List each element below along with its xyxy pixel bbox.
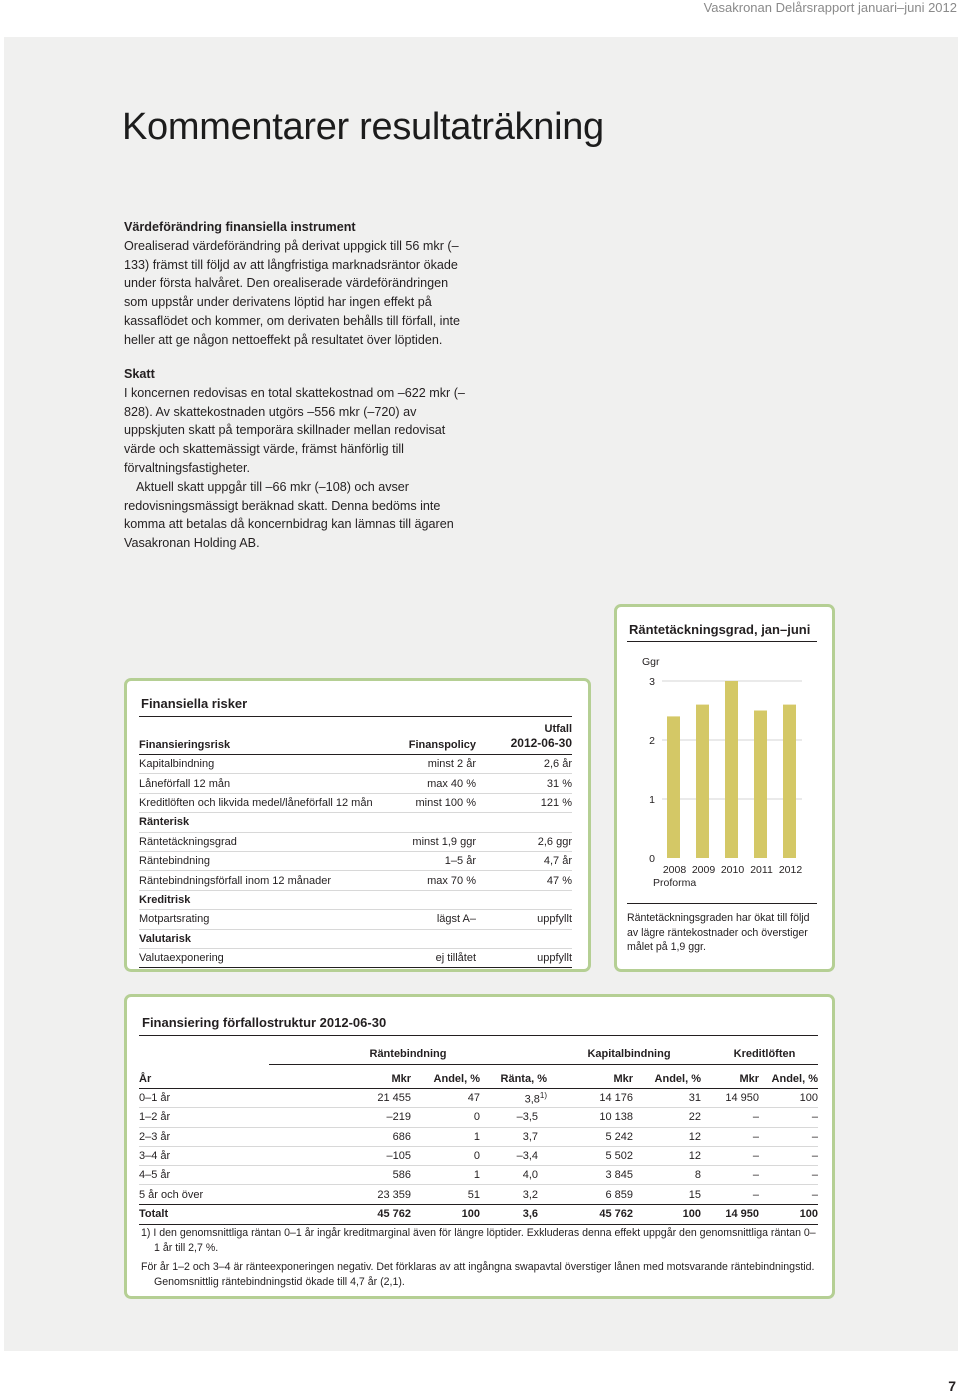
financial-risks-box bbox=[124, 678, 591, 972]
risk-cell-outcome: 4,7 år bbox=[476, 851, 572, 870]
x-tick-label: 2012 bbox=[778, 864, 803, 876]
col-header-policy: Finanspolicy bbox=[376, 721, 476, 755]
cell-rb-ranta: –3,4 bbox=[480, 1146, 547, 1165]
cell-rb-ranta: 4,0 bbox=[480, 1166, 547, 1185]
risk-section-row bbox=[139, 813, 572, 832]
risk-row bbox=[139, 832, 572, 851]
risk-cell-label: Valutaexponering bbox=[139, 948, 376, 967]
maturity-row bbox=[139, 1108, 818, 1127]
cell-kl-mkr: – bbox=[701, 1108, 759, 1127]
y-tick-label: 3 bbox=[649, 676, 655, 688]
risk-cell-outcome: 2,6 ggr bbox=[476, 832, 572, 851]
running-header: Vasakronan Delårsrapport januari–juni 2012 bbox=[703, 0, 957, 15]
page-title: Kommentarer resultaträkning bbox=[122, 106, 604, 148]
page-number: 7 bbox=[948, 1378, 956, 1394]
col-header: Mkr bbox=[701, 1065, 759, 1089]
risk-cell-outcome: 121 % bbox=[476, 793, 572, 812]
cell-kl-andel: – bbox=[759, 1185, 818, 1204]
total-rb-andel: 100 bbox=[411, 1204, 480, 1224]
cell-kb-andel: 12 bbox=[633, 1127, 701, 1146]
total-kb-mkr: 45 762 bbox=[547, 1204, 633, 1224]
cell-rb-mkr: 686 bbox=[269, 1127, 411, 1146]
risk-cell-policy bbox=[376, 813, 476, 832]
cell-kl-mkr: – bbox=[701, 1127, 759, 1146]
risk-row bbox=[139, 948, 572, 967]
cell-year: 1–2 år bbox=[139, 1108, 269, 1127]
col-header: Mkr bbox=[269, 1065, 411, 1089]
risk-cell-label: Valutarisk bbox=[139, 929, 376, 948]
box-title: Finansiering förfallostruktur 2012-06-30 bbox=[142, 1015, 387, 1030]
cell-rb-mkr: –105 bbox=[269, 1146, 411, 1165]
bar-2009 bbox=[696, 705, 709, 858]
cell-rb-ranta: 3,8$^{1)}$ bbox=[480, 1089, 547, 1108]
col-header: Andel, % bbox=[633, 1065, 701, 1089]
risk-cell-outcome: 47 % bbox=[476, 871, 572, 890]
group-credit-facilities: Kreditlöften bbox=[701, 1038, 818, 1065]
cell-rb-ranta: 3,2 bbox=[480, 1185, 547, 1204]
cell-year: 3–4 år bbox=[139, 1146, 269, 1165]
maturity-structure-box bbox=[124, 994, 835, 1299]
risk-cell-label: Kreditrisk bbox=[139, 890, 376, 909]
footnote-marker: 1) bbox=[539, 1090, 547, 1100]
risk-row bbox=[139, 871, 572, 890]
cell-year: 4–5 år bbox=[139, 1166, 269, 1185]
box-title: Finansiella risker bbox=[141, 696, 248, 711]
risk-cell-label: Kapitalbindning bbox=[139, 755, 376, 774]
bar-2010 bbox=[725, 681, 738, 858]
risk-cell-label: Kreditlöften och likvida medel/låneförfall 12 mån bbox=[139, 793, 376, 812]
section-derivatives bbox=[124, 218, 470, 350]
risk-cell-label: Motpartsrating bbox=[139, 910, 376, 929]
cell-rb-andel: 47 bbox=[411, 1089, 480, 1108]
section-body: I koncernen redovisas en total skattekostnad om –622 mkr (–828). Av skattekostnaden utgörs –556 mkr (–720) av uppskjuten skatt på temporära skillnader mellan redovisat värde och skattemässigt värde, främst hänförlig till förvaltningsfastigheter. bbox=[124, 385, 465, 475]
risk-cell-policy: minst 1,9 ggr bbox=[376, 832, 476, 851]
cell-kb-mkr: 3 845 bbox=[547, 1166, 633, 1185]
risk-row bbox=[139, 851, 572, 870]
x-tick-label: 2008 bbox=[662, 864, 687, 876]
cell-year: 0–1 år bbox=[139, 1089, 269, 1108]
bar-2011 bbox=[754, 711, 767, 859]
risk-cell-policy: minst 100 % bbox=[376, 793, 476, 812]
risk-cell-policy: ej tillåtet bbox=[376, 948, 476, 967]
risk-table bbox=[139, 721, 572, 968]
cell-rb-mkr: –219 bbox=[269, 1108, 411, 1127]
interest-coverage-chart-box bbox=[614, 604, 835, 972]
cell-kb-mkr: 5 502 bbox=[547, 1146, 633, 1165]
footnote-2: För år 1–2 och 3–4 är ränteexponeringen negativ. Det förklaras av att ingångna swapavtal överstiger lånen med motsvarande räntebindningstid. Genomsnittlig räntebindningstid ökade till 4,7 år (2,1). bbox=[141, 1261, 815, 1288]
y-tick-label: 1 bbox=[649, 794, 655, 806]
footnotes bbox=[141, 1226, 817, 1294]
cell-rb-mkr: 21 455 bbox=[269, 1089, 411, 1108]
caption-rule bbox=[627, 903, 817, 904]
cell-rb-andel: 1 bbox=[411, 1127, 480, 1146]
cell-rb-andel: 1 bbox=[411, 1166, 480, 1185]
section-heading: Skatt bbox=[124, 367, 155, 381]
y-axis-label: Ggr bbox=[642, 656, 660, 668]
y-tick-label: 0 bbox=[649, 853, 655, 865]
total-year: Totalt bbox=[139, 1204, 269, 1224]
risk-row bbox=[139, 755, 572, 774]
bar-2012 bbox=[783, 705, 796, 858]
cell-kb-andel: 15 bbox=[633, 1185, 701, 1204]
chart-title: Räntetäckningsgrad, jan–juni bbox=[629, 622, 811, 637]
chart-caption: Räntetäckningsgraden har ökat till följd av lägre räntekostnader och överstiger målet på 1,9 ggr. bbox=[627, 912, 810, 953]
maturity-row bbox=[139, 1146, 818, 1165]
cell-kb-andel: 31 bbox=[633, 1089, 701, 1108]
section-body: Orealiserad värdeförändring på derivat uppgick till 56 mkr (–133) främst till följd av att långfristiga marknadsräntor ökade under första halvåret. Den orealiserade värdeförändringen som uppstår under derivatens löptid har ingen effekt på kassaflödet och kommer, om derivaten behålls till förfall, inte heller att ge någon nettoeffekt på resultatet över löptiden. bbox=[124, 238, 460, 347]
cell-kl-andel: – bbox=[759, 1108, 818, 1127]
risk-cell-label: Räntetäckningsgrad bbox=[139, 832, 376, 851]
risk-cell-outcome bbox=[476, 929, 572, 948]
maturity-table bbox=[139, 1038, 818, 1225]
cell-rb-mkr: 586 bbox=[269, 1166, 411, 1185]
cell-year: 2–3 år bbox=[139, 1127, 269, 1146]
y-tick-label: 2 bbox=[649, 735, 655, 747]
group-capital-tie-up: Kapitalbindning bbox=[547, 1038, 701, 1065]
cell-kl-andel: – bbox=[759, 1166, 818, 1185]
col-header: Andel, % bbox=[759, 1065, 818, 1089]
maturity-row bbox=[139, 1127, 818, 1146]
cell-kb-andel: 12 bbox=[633, 1146, 701, 1165]
cell-rb-mkr: 23 359 bbox=[269, 1185, 411, 1204]
cell-kl-andel: 100 bbox=[759, 1089, 818, 1108]
risk-cell-outcome bbox=[476, 890, 572, 909]
group-interest-fixing: Räntebindning bbox=[269, 1038, 547, 1065]
section-heading: Värdeförändring finansiella instrument bbox=[124, 220, 356, 234]
risk-row bbox=[139, 910, 572, 929]
section-tax bbox=[124, 365, 470, 553]
cell-kb-mkr: 5 242 bbox=[547, 1127, 633, 1146]
title-rule bbox=[627, 641, 817, 642]
total-kl-andel: 100 bbox=[759, 1204, 818, 1224]
col-header-risk: Finansieringsrisk bbox=[139, 721, 376, 755]
total-kl-mkr: 14 950 bbox=[701, 1204, 759, 1224]
cell-rb-andel: 51 bbox=[411, 1185, 480, 1204]
risk-cell-outcome: 2,6 år bbox=[476, 755, 572, 774]
risk-cell-policy: lägst A– bbox=[376, 910, 476, 929]
risk-cell-outcome: uppfyllt bbox=[476, 948, 572, 967]
cell-kb-mkr: 10 138 bbox=[547, 1108, 633, 1127]
cell-rb-ranta: –3,5 bbox=[480, 1108, 547, 1127]
col-header-outcome: Utfall 2012-06-30 bbox=[476, 721, 572, 755]
cell-kb-mkr: 14 176 bbox=[547, 1089, 633, 1108]
risk-cell-label: Räntebindningsförfall inom 12 månader bbox=[139, 871, 376, 890]
bar-chart bbox=[617, 647, 832, 887]
risk-cell-outcome bbox=[476, 813, 572, 832]
col-header: Ränta, % bbox=[480, 1065, 547, 1089]
cell-rb-andel: 0 bbox=[411, 1146, 480, 1165]
cell-kb-andel: 22 bbox=[633, 1108, 701, 1127]
total-rb-ranta: 3,6 bbox=[480, 1204, 547, 1224]
cell-kl-mkr: – bbox=[701, 1166, 759, 1185]
risk-cell-policy: 1–5 år bbox=[376, 851, 476, 870]
risk-cell-policy bbox=[376, 890, 476, 909]
col-header: Andel, % bbox=[411, 1065, 480, 1089]
cell-kl-mkr: – bbox=[701, 1185, 759, 1204]
risk-section-row bbox=[139, 890, 572, 909]
cell-year: 5 år och över bbox=[139, 1185, 269, 1204]
section-body: Aktuell skatt uppgår till –66 mkr (–108) och avser redovisningsmässigt beräknad skatt. Denna bedöms inte komma att betalas då koncernbidrag kan lämnas till ägaren Vasakronan Holding AB. bbox=[124, 479, 454, 551]
cell-kl-mkr: 14 950 bbox=[701, 1089, 759, 1108]
total-kb-andel: 100 bbox=[633, 1204, 701, 1224]
risk-cell-label: Ränterisk bbox=[139, 813, 376, 832]
x-category-note: Proforma bbox=[653, 877, 697, 887]
title-rule bbox=[139, 1035, 818, 1036]
risk-cell-policy: max 70 % bbox=[376, 871, 476, 890]
total-rb-mkr: 45 762 bbox=[269, 1204, 411, 1224]
risk-cell-policy bbox=[376, 929, 476, 948]
col-header: Mkr bbox=[547, 1065, 633, 1089]
cell-kl-mkr: – bbox=[701, 1146, 759, 1165]
maturity-total-row bbox=[139, 1204, 818, 1224]
cell-kb-andel: 8 bbox=[633, 1166, 701, 1185]
x-tick-label: 2009 bbox=[691, 864, 716, 876]
risk-row bbox=[139, 793, 572, 812]
maturity-row bbox=[139, 1166, 818, 1185]
bar-2008 bbox=[667, 716, 680, 858]
risk-cell-policy: minst 2 år bbox=[376, 755, 476, 774]
risk-section-row bbox=[139, 929, 572, 948]
cell-rb-andel: 0 bbox=[411, 1108, 480, 1127]
col-header: År bbox=[139, 1065, 269, 1089]
footnote-1: 1) I den genomsnittliga räntan 0–1 år ingår kreditmarginal även för längre löptider. Exkluderas denna effekt uppgår den genomsnittliga räntan 0–1 år till 2,7 %. bbox=[141, 1227, 816, 1254]
risk-cell-label: Låneförfall 12 mån bbox=[139, 774, 376, 793]
cell-kb-mkr: 6 859 bbox=[547, 1185, 633, 1204]
risk-cell-label: Räntebindning bbox=[139, 851, 376, 870]
maturity-row bbox=[139, 1185, 818, 1204]
x-tick-label: 2010 bbox=[720, 864, 745, 876]
risk-cell-policy: max 40 % bbox=[376, 774, 476, 793]
title-rule bbox=[139, 716, 572, 717]
x-tick-label: 2011 bbox=[750, 864, 773, 876]
risk-cell-outcome: uppfyllt bbox=[476, 910, 572, 929]
maturity-row bbox=[139, 1089, 818, 1108]
cell-kl-andel: – bbox=[759, 1146, 818, 1165]
risk-row bbox=[139, 774, 572, 793]
cell-rb-ranta: 3,7 bbox=[480, 1127, 547, 1146]
cell-kl-andel: – bbox=[759, 1127, 818, 1146]
risk-cell-outcome: 31 % bbox=[476, 774, 572, 793]
